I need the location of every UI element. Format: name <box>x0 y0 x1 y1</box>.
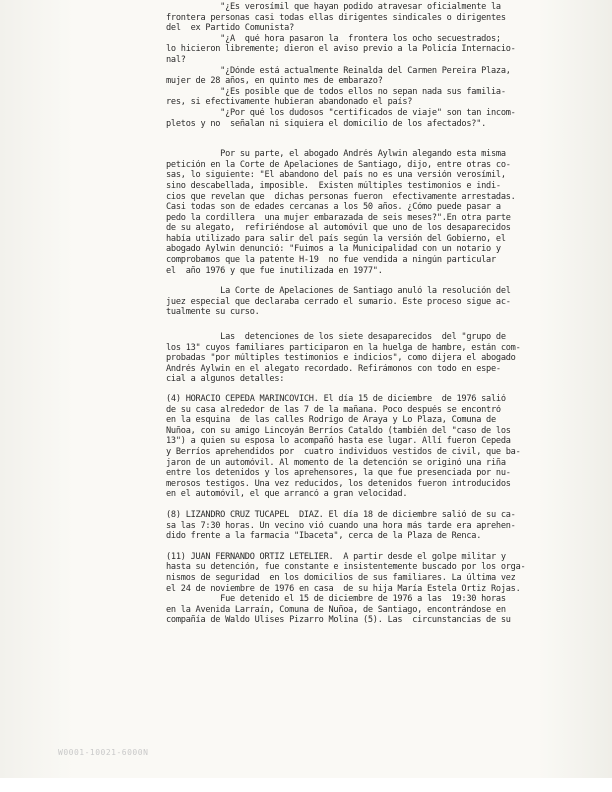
paragraph-corte <box>166 286 606 318</box>
text-line: res, si efectivamente hubieran abandonado el país? <box>166 97 413 108</box>
paragraph-gap <box>166 385 606 394</box>
text-line: entre los detenidos y los aprehensores, la que fue presenciada por nu- <box>166 468 511 479</box>
text-line: Fue detenido el 15 de diciembre de 1976 a las 19:30 horas <box>166 594 506 605</box>
paragraph-cepeda <box>166 394 606 500</box>
paragraph-gap <box>166 500 606 510</box>
text-line: "¿Dónde está actualmente Reinalda del Carmen Pereira Plaza, <box>166 65 511 76</box>
text-line: abogado Aylwin denunció: "Fuimos a la Municipalidad con un notario y <box>166 244 501 255</box>
paragraph-cruz <box>166 510 606 542</box>
text-line: los 13" cuyos familiares participaron en la huelga de hambre, están com- <box>166 342 521 353</box>
text-line: Ñuñoa, con su amigo Lincoyán Berríos Cataldo (también del "caso de los <box>166 425 511 436</box>
document-body <box>166 2 606 626</box>
text-line: petición en la Corte de Apelaciones de Santiago, dijo, entre otras co- <box>166 159 511 170</box>
text-line: merosos testigos. Una vez reducidos, los detenidos fueron introducidos <box>166 478 511 489</box>
text-line: dido frente a la farmacia "Ibaceta", cerca de la Plaza de Renca. <box>166 531 482 542</box>
text-line: compañía de Waldo Ulises Pizarro Molina (5). Las circunstancias de su <box>166 615 511 626</box>
text-line: "¿Es verosímil que hayan podido atravesar oficialmente la <box>166 2 501 12</box>
text-line: el 24 de noviembre de 1976 en casa de su hija María Estela Ortiz Rojas. <box>166 583 521 594</box>
text-line: hasta su detención, fue constante e insistentemente buscado por los orga- <box>166 562 526 573</box>
text-line: (8) LIZANDRO CRUZ TUCAPEL DIAZ. El día 18 de diciembre salió de su ca- <box>166 509 516 520</box>
text-line: Por su parte, el abogado Andrés Aylwin alegando esta misma <box>166 149 506 160</box>
text-line: tualmente su curso. <box>166 307 260 318</box>
page-bottom-edge <box>0 778 612 792</box>
text-line: pletos y no señalan ni siquiera el domicilio de los afectados?". <box>166 118 487 129</box>
text-line: "¿Es posible que de todos ellos no sepan nada sus familia- <box>166 86 506 97</box>
text-line: comprobamos que la patente H-19 no fue vendida a ningún particular <box>166 255 496 266</box>
text-line: el año 1976 y que fue inutilizada en 1977". <box>166 265 383 276</box>
text-line: cios que revelan que dichas personas fueron efectivamente arrestadas. <box>166 191 516 202</box>
text-line: en la esquina de las calles Rodrigo de Araya y Lo Plaza, Comuna de <box>166 415 496 426</box>
text-line: nal? <box>166 54 186 65</box>
paragraph-detenciones <box>166 332 606 385</box>
text-line: 13") a quien su esposa lo acompañó hasta ese lugar. Allí fueron Cepeda <box>166 436 511 447</box>
text-line: lo hicieron libremente; dieron el aviso previo a la Policía Internacio- <box>166 44 516 55</box>
paragraph-ortiz <box>166 552 606 626</box>
text-line: pedo la cordillera una mujer embarazada de seis meses?".En otra parte <box>166 212 511 223</box>
text-line: jaron de un automóvil. Al momento de la detención se originó una riña <box>166 457 506 468</box>
text-line: había utilizado para salir del país según la versión del Gobierno, el <box>166 233 506 244</box>
text-line: frontera personas casi todas ellas dirigentes sindicales o dirigentes <box>166 12 506 23</box>
text-line: del ex Partido Comunista? <box>166 23 295 34</box>
text-line: Andrés Aylwin en el alegato recordado. Refirámonos con todo en espe- <box>166 363 501 374</box>
text-line: Las detenciones de los siete desaparecidos del "grupo de <box>166 332 506 343</box>
paragraph-questions-1 <box>166 2 606 129</box>
footer-stamp: W0001-10021-6000N <box>58 748 149 757</box>
text-line: Casi todas son de edades cercanas a los 50 años. ¿Cómo puede pasar a <box>166 202 501 213</box>
paragraph-gap <box>166 276 606 286</box>
text-line: (4) HORACIO CEPEDA MARINCOVICH. El día 15 de diciembre de 1976 salió <box>166 394 506 404</box>
text-line: cial a algunos detalles: <box>166 374 285 385</box>
text-line: sa las 7:30 horas. Un vecino vió cuando una hora más tarde era aprehen- <box>166 520 516 531</box>
paragraph-aylwin <box>166 149 606 276</box>
text-line: "¿A qué hora pasaron la frontera los ocho secuestrados; <box>166 33 501 44</box>
text-line: de su alegato, refiriéndose al automóvil que uno de los desaparecidos <box>166 223 511 234</box>
text-line: (11) JUAN FERNANDO ORTIZ LETELIER. A partir desde el golpe militar y <box>166 551 506 562</box>
text-line: en la Avenida Larraín, Comuna de Nuñoa, de Santiago, encontrándose en <box>166 604 506 615</box>
text-line: La Corte de Apelaciones de Santiago anuló la resolución del <box>166 286 511 297</box>
text-line: nismos de seguridad en los domicilios de sus familiares. La última vez <box>166 572 516 583</box>
text-line: mujer de 28 años, en quinto mes de embarazo? <box>166 76 383 87</box>
text-line: juez especial que declaraba cerrado el sumario. Este proceso sigue ac- <box>166 296 511 307</box>
text-line: de su casa alrededor de las 7 de la mañana. Poco después se encontró <box>166 404 501 415</box>
text-line: sino descabellada, imposible. Existen múltiples testimonios e indi- <box>166 180 501 191</box>
text-line: y Berríos aprehendidos por cuatro individuos vestidos de civil, que ba- <box>166 446 521 457</box>
text-line: en el automóvil, el que arrancó a gran velocidad. <box>166 489 408 500</box>
paragraph-gap <box>166 318 606 332</box>
text-line: sas, lo siguiente: "El abandono del país no es una versión verosímil, <box>166 170 506 181</box>
text-line: "¿Por qué los dudosos "certificados de viaje" son tan incom- <box>166 107 516 118</box>
text-line: probadas "por múltiples testimonios e indicios", como dijera el abogado <box>166 353 516 364</box>
paragraph-gap <box>166 129 606 149</box>
paragraph-gap <box>166 542 606 552</box>
